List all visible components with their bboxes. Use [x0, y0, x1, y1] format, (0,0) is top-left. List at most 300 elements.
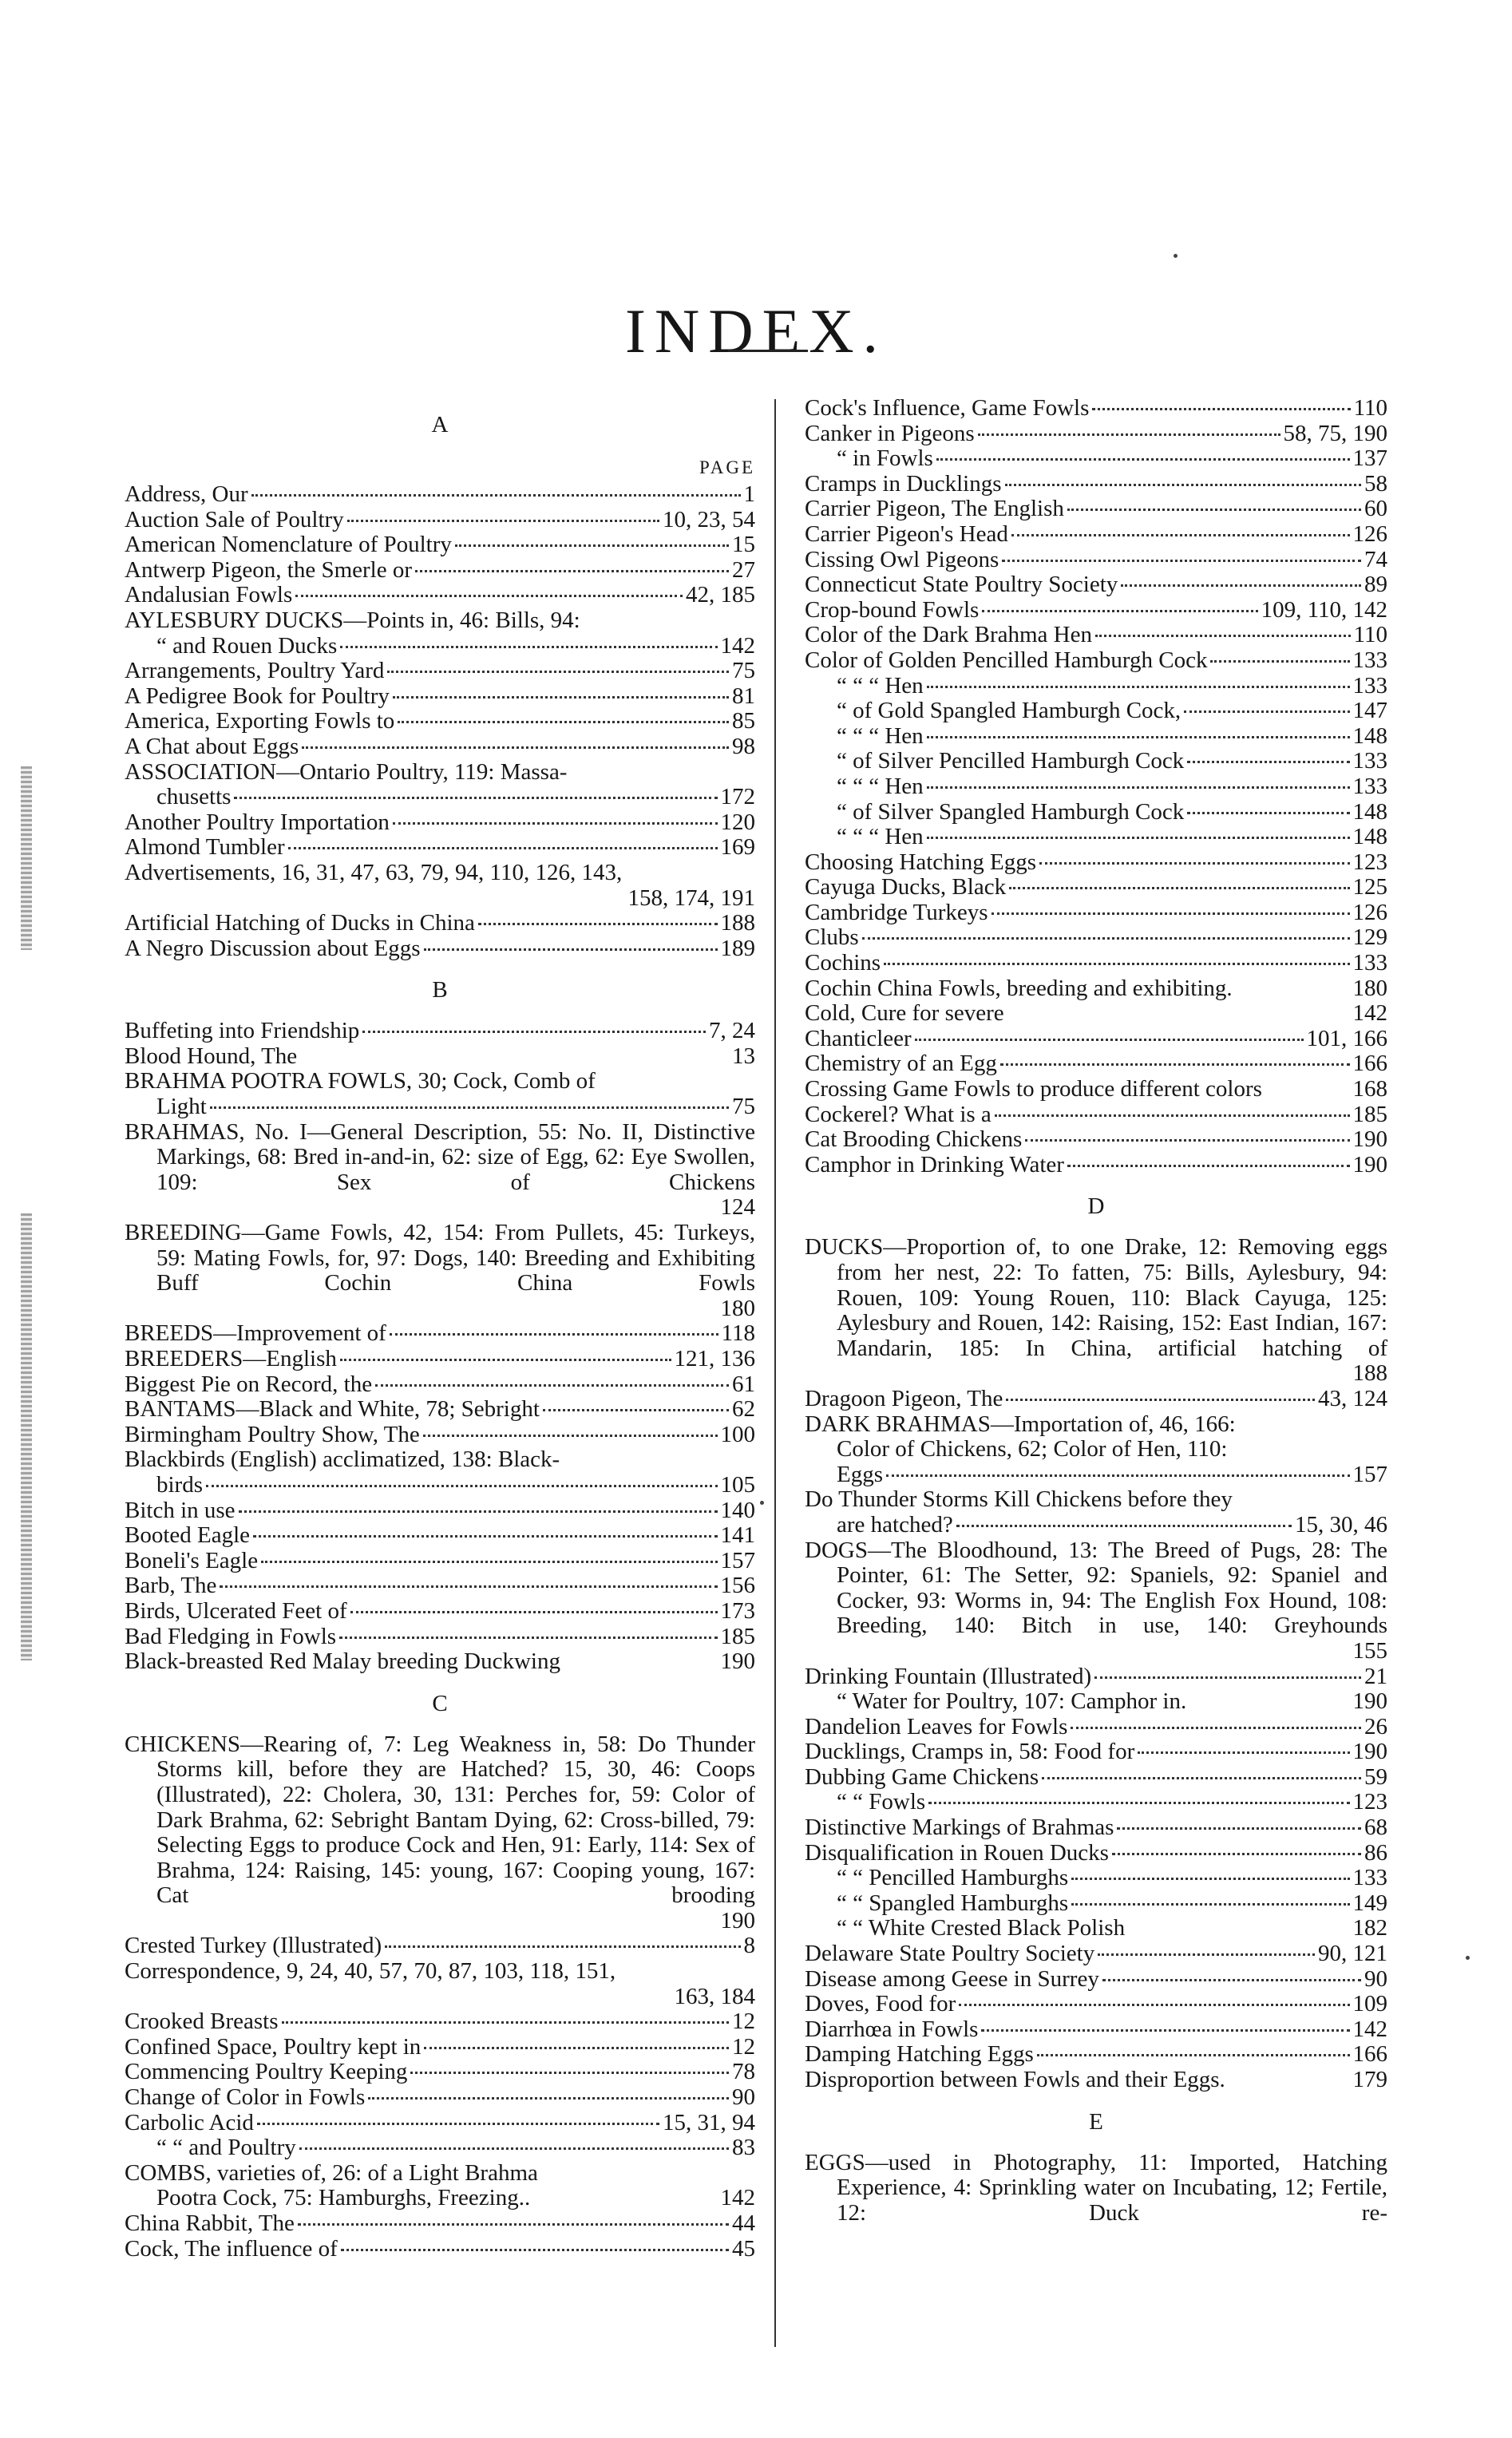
entry-text: Carrier Pigeon, The English	[805, 496, 1064, 522]
page-numbers: 81	[732, 683, 755, 709]
dot-leader	[915, 1037, 1304, 1041]
entry-text: Auction Sale of Poultry	[125, 506, 344, 532]
dot-leader	[978, 432, 1280, 436]
dot-leader	[927, 684, 1350, 688]
entry-line	[805, 1866, 1387, 1891]
entry-line	[805, 1462, 1387, 1488]
page-numbers: 166	[1352, 1051, 1387, 1077]
page-numbers: 142	[1352, 2016, 1387, 2042]
index-entry	[125, 1933, 755, 1959]
dot-leader	[886, 1473, 1350, 1477]
page-numbers: 179	[1352, 2067, 1387, 2092]
dot-leader	[347, 518, 659, 522]
entry-text: “ “ “ Hen	[837, 773, 924, 799]
index-entry	[125, 936, 755, 962]
entry-line	[805, 1361, 1387, 1387]
entry-text: “ of Silver Spangled Hamburgh Cock	[837, 798, 1185, 825]
page-numbers: 75	[732, 658, 755, 684]
section-letter: D	[1087, 1193, 1105, 1220]
entry-text: Birds, Ulcerated Feet of	[125, 1597, 347, 1624]
page-numbers: 148	[1352, 722, 1387, 749]
left-column	[125, 396, 755, 2262]
dot-leader	[1002, 558, 1361, 562]
entry-text: Color of Golden Pencilled Hamburgh Cock	[805, 647, 1208, 673]
dot-leader	[884, 961, 1349, 965]
entry-text: “ “ “ Hen	[837, 722, 924, 749]
dot-leader	[927, 734, 1350, 738]
page-numbers: 68	[1364, 1815, 1387, 1841]
entry-line	[805, 572, 1387, 598]
entry-text: BANTAMS—Black and White, 78; Sebright	[125, 1396, 540, 1423]
dot-leader	[239, 1509, 718, 1513]
page-numbers: 109	[1352, 1991, 1387, 2017]
page-numbers: 142	[1352, 1000, 1387, 1027]
page-numbers: 58, 75, 190	[1283, 420, 1387, 446]
entry-line	[805, 2017, 1387, 2043]
dot-leader	[424, 947, 718, 951]
entry-text: Dragoon Pigeon, The	[805, 1385, 1003, 1411]
dot-leader	[1071, 1876, 1349, 1880]
entry-text: Carrier Pigeon's Head	[805, 520, 1008, 547]
entry-line	[805, 598, 1387, 623]
dot-leader	[385, 1944, 740, 1948]
entry-text: “ “ and Poultry	[156, 2135, 296, 2161]
entry-text: ASSOCIATION—Ontario Poultry, 119: Massa-	[125, 758, 568, 785]
index-entry	[125, 1221, 755, 1321]
index-entry	[805, 1127, 1387, 1153]
entry-text: Cochin China Fowls, breeding and exhibiting.	[805, 975, 1233, 1001]
entry-text: Damping Hatching Eggs	[805, 2041, 1034, 2068]
dot-leader	[375, 1383, 729, 1387]
entry-line	[125, 1195, 755, 1221]
entry-text: American Nomenclature of Poultry	[125, 532, 452, 558]
entry-text: Antwerp Pigeon, the Smerle or	[125, 556, 413, 583]
entry-text: Disproportion between Fowls and their Eggs.	[805, 2067, 1225, 2092]
entry-text: Booted Eagle	[125, 1522, 251, 1549]
page-numbers: 105	[720, 1471, 755, 1498]
entry-line	[805, 1412, 1387, 1438]
entry-text: Distinctive Markings of Brahmas	[805, 1815, 1114, 1841]
page-numbers: 189	[720, 935, 755, 961]
entry-text: AYLESBURY DUCKS—Points in, 46: Bills, 94:	[125, 607, 580, 633]
entry-text: Boneli's Eagle	[125, 1547, 259, 1573]
entry-text: Birmingham Poultry Show, The	[125, 1421, 420, 1447]
entry-text: BRAHMAS, No. I—General Description, 55: No. II, Distinctive Markings, 68: Bred in-and-in, 62: size of Egg, 62: Eye Swollen, 109: Sex of Chickens	[125, 1118, 755, 1195]
index-entry	[805, 699, 1387, 724]
page-numbers: 133	[1352, 773, 1387, 799]
page-numbers: 15, 30, 46	[1295, 1511, 1387, 1538]
entry-line	[125, 659, 755, 684]
entry-line	[125, 2035, 755, 2060]
dot-leader	[1005, 482, 1362, 486]
entry-line	[805, 1027, 1387, 1052]
entry-text: Bitch in use	[125, 1497, 236, 1523]
dot-leader	[1098, 1952, 1315, 1956]
page-numbers: 78	[732, 2059, 755, 2085]
index-entry	[805, 1916, 1387, 1941]
index-entry	[125, 1498, 755, 1524]
page-numbers: 133	[1352, 647, 1387, 673]
entry-line	[805, 1841, 1387, 1866]
page-numbers: 13	[732, 1043, 755, 1069]
index-entry	[805, 925, 1387, 951]
entry-line	[805, 1941, 1387, 1967]
page-numbers: 172	[720, 784, 755, 810]
entry-line	[125, 2211, 755, 2237]
entry-text: A Negro Discussion about Eggs	[125, 935, 421, 961]
entry-text: Connecticut State Poultry Society	[805, 572, 1118, 598]
entry-line	[805, 1664, 1387, 1690]
entry-text: Buffeting into Friendship	[125, 1018, 360, 1044]
entry-line	[805, 1102, 1387, 1128]
index-entry	[125, 2009, 755, 2035]
entry-line	[805, 548, 1387, 573]
entry-text: “ Water for Poultry, 107: Camphor in.	[837, 1688, 1187, 1715]
entry-text: A Pedigree Book for Poultry	[125, 683, 390, 709]
dot-leader	[1187, 810, 1349, 814]
page-numbers: 1	[743, 481, 755, 507]
page-numbers: 15	[732, 532, 755, 558]
entry-text: “ in Fowls	[837, 445, 933, 472]
index-entry	[805, 800, 1387, 825]
dot-leader	[543, 1407, 729, 1411]
dot-leader	[210, 1105, 729, 1109]
dot-leader	[390, 1332, 718, 1336]
page-numbers: 98	[732, 733, 755, 759]
dot-leader	[393, 821, 718, 825]
entry-text: Do Thunder Storms Kill Chickens before they	[805, 1486, 1233, 1513]
page-numbers: 85	[732, 708, 755, 734]
page-numbers: 26	[1364, 1713, 1387, 1739]
entry-line	[805, 1916, 1387, 1941]
page-numbers: 190	[720, 1907, 755, 1933]
index-entry	[125, 2161, 755, 2211]
entry-line	[805, 850, 1387, 876]
dot-leader	[251, 493, 741, 497]
entry-text: Carbolic Acid	[125, 2109, 254, 2135]
entry-text: Andalusian Fowls	[125, 582, 293, 608]
entry-line	[125, 1599, 755, 1625]
index-entry	[125, 684, 755, 710]
entry-line	[805, 724, 1387, 750]
entry-line	[125, 936, 755, 962]
entry-line	[805, 1790, 1387, 1815]
page-numbers: 42, 185	[686, 582, 755, 608]
entry-line	[805, 1051, 1387, 1077]
index-entry	[805, 1967, 1387, 1993]
entry-text: “ “ Fowls	[837, 1789, 926, 1815]
page-numbers: 15, 31, 94	[663, 2109, 755, 2135]
dot-leader	[1112, 1851, 1361, 1855]
title-rule	[728, 350, 808, 352]
entry-line	[125, 2111, 755, 2136]
page-numbers: 133	[1352, 672, 1387, 699]
entry-line	[125, 2186, 755, 2211]
entry-text: Camphor in Drinking Water	[805, 1151, 1064, 1177]
dot-leader	[1006, 1397, 1315, 1401]
index-entry	[805, 825, 1387, 850]
dot-leader	[1095, 633, 1351, 637]
index-entry	[805, 1487, 1387, 1538]
scan-edge-mark	[21, 1213, 32, 1660]
entry-text: Canker in Pigeons	[805, 420, 975, 446]
entry-text: Biggest Pie on Record, the	[125, 1371, 373, 1397]
entry-text: Correspondence, 9, 24, 40, 57, 70, 87, 103, 118, 151,	[125, 1958, 616, 1985]
dot-leader	[1037, 2052, 1350, 2056]
entry-text: Crop-bound Fowls	[805, 596, 980, 623]
entry-line	[805, 925, 1387, 951]
index-entry	[125, 1044, 755, 1070]
page-numbers: 89	[1364, 572, 1387, 598]
dot-leader	[1009, 885, 1349, 889]
entry-line	[805, 1891, 1387, 1917]
dot-leader	[936, 457, 1350, 461]
dot-leader	[424, 2045, 729, 2049]
index-entry	[125, 1347, 755, 1372]
entry-line	[805, 1437, 1387, 1462]
page-numbers: 185	[720, 1623, 755, 1649]
entry-line	[125, 482, 755, 508]
entry-line	[125, 1549, 755, 1574]
entry-text: China Rabbit, The	[125, 2210, 295, 2236]
dot-leader	[1121, 583, 1361, 587]
index-entry	[805, 2017, 1387, 2043]
entry-line	[125, 1296, 755, 1322]
page-numbers: 188	[1352, 1360, 1387, 1387]
dot-leader	[362, 1029, 706, 1033]
index-entry	[805, 2042, 1387, 2068]
entry-text: Doves, Food for	[805, 1991, 956, 2017]
index-entry	[125, 2135, 755, 2161]
entry-line	[805, 396, 1387, 422]
index-entry	[805, 875, 1387, 900]
entry-text: BREEDS—Improvement of	[125, 1320, 386, 1347]
page-numbers: 182	[1352, 1915, 1387, 1941]
entry-text: Commencing Poultry Keeping	[125, 2059, 408, 2085]
page-numbers: 163, 184	[674, 1983, 755, 2009]
speck	[1466, 1956, 1470, 1960]
index-entry	[805, 2151, 1387, 2226]
page-numbers: 133	[1352, 1865, 1387, 1891]
index-entry	[125, 1019, 755, 1044]
dot-leader	[298, 2222, 729, 2226]
entry-line	[805, 1992, 1387, 2017]
dot-leader	[927, 835, 1350, 839]
entry-text: Almond Tumbler	[125, 834, 285, 861]
entry-text: Drinking Fountain (Illustrated)	[805, 1663, 1092, 1689]
page-numbers: 90	[732, 2084, 755, 2111]
entry-text: CHICKENS—Rearing of, 7: Leg Weakness in, 58: Do Thunder Storms kill, before they are Hatched? 15, 30, 46: Coops (Illustrated), 22: Cholera, 30, 131: Perches for, 59: Color of Dark Brahma, 62: Sebright Bantam Dying, 62: Cross-billed, 79: Selecting Eggs to produce Cock and Hen, 91: Early, 114: Sex of Brahma, 124: Raising, 145: young, 167: Cooping young, 167: Cat brooding	[125, 1731, 755, 1909]
index-entry	[125, 734, 755, 760]
index-entry	[805, 850, 1387, 876]
speck	[760, 1501, 764, 1505]
page-numbers: 45	[732, 2235, 755, 2262]
section-letter: C	[432, 1690, 448, 1716]
page-numbers: 86	[1364, 1839, 1387, 1866]
page-numbers: 148	[1352, 798, 1387, 825]
index-entry	[805, 1866, 1387, 1891]
page-numbers: 110	[1353, 622, 1387, 648]
entry-text: “ “ White Crested Black Polish	[837, 1915, 1126, 1941]
dot-leader	[1102, 1977, 1361, 1981]
entry-text: chusetts	[156, 784, 232, 810]
entry-text: are hatched?	[837, 1511, 953, 1538]
entry-line	[125, 1347, 755, 1372]
entry-line	[125, 1933, 755, 1959]
dot-leader	[340, 1357, 671, 1361]
index-entry	[805, 1027, 1387, 1052]
entry-text: A Chat about Eggs	[125, 733, 299, 759]
index-entry	[805, 548, 1387, 573]
entry-text: BREEDERS—English	[125, 1346, 337, 1371]
index-entry	[805, 1387, 1387, 1412]
entry-text: Cat Brooding Chickens	[805, 1126, 1023, 1153]
dot-leader	[455, 543, 729, 547]
index-entry	[125, 1573, 755, 1599]
entry-line	[805, 648, 1387, 674]
dot-leader	[1011, 532, 1350, 536]
page-numbers: 10, 23, 54	[663, 506, 755, 532]
entry-line	[805, 1127, 1387, 1153]
entry-line	[805, 1001, 1387, 1027]
entry-text: Crooked Breasts	[125, 2009, 279, 2035]
entry-line	[125, 1498, 755, 1524]
entry-line	[805, 1077, 1387, 1102]
index-entry	[125, 861, 755, 911]
entry-line	[805, 699, 1387, 724]
entry-text: Chanticleer	[805, 1025, 912, 1051]
page-numbers: 123	[1352, 849, 1387, 875]
dot-leader	[299, 2146, 729, 2150]
dot-leader	[1187, 759, 1349, 763]
index-entry	[805, 572, 1387, 598]
page-numbers: 118	[721, 1320, 755, 1347]
entry-line	[125, 835, 755, 861]
dot-leader	[981, 2028, 1349, 2032]
page-numbers: 166	[1352, 2041, 1387, 2068]
entry-text: “ “ Pencilled Hamburghs	[837, 1865, 1069, 1891]
entry-line	[125, 508, 755, 533]
dot-leader	[478, 921, 718, 925]
dot-leader	[1071, 1725, 1361, 1729]
index-entry	[125, 608, 755, 659]
index-entry	[125, 1397, 755, 1423]
index-entry	[805, 1001, 1387, 1027]
entry-text: Artificial Hatching of Ducks in China	[125, 910, 475, 936]
entry-text: BRAHMA POOTRA FOWLS, 30; Cock, Comb of	[125, 1068, 596, 1094]
page-numbers: 140	[720, 1497, 755, 1523]
entry-text: Bad Fledging in Fowls	[125, 1623, 337, 1649]
entry-text: Ducklings, Cramps in, 58: Food for	[805, 1739, 1135, 1765]
entry-line	[805, 800, 1387, 825]
page-numbers: 133	[1352, 748, 1387, 774]
entry-text: Cissing Owl Pigeons	[805, 546, 999, 572]
index-entry	[805, 472, 1387, 497]
index-entry	[805, 522, 1387, 548]
entry-line	[805, 623, 1387, 648]
page-numbers: 109, 110, 142	[1261, 596, 1387, 623]
entry-line	[125, 1523, 755, 1549]
entry-line	[805, 1153, 1387, 1178]
index-entry	[125, 1069, 755, 1119]
dot-leader	[1210, 659, 1349, 663]
entry-line	[805, 900, 1387, 926]
entry-text: Color of Chickens, 62; Color of Hen, 110:	[837, 1436, 1228, 1462]
entry-line	[125, 2237, 755, 2262]
index-entry	[805, 446, 1387, 472]
index-entry	[125, 1447, 755, 1498]
entry-line	[805, 1513, 1387, 1538]
entry-line	[125, 1423, 755, 1448]
page-numbers: 27	[732, 556, 755, 583]
entry-line	[125, 1397, 755, 1423]
entry-line	[805, 1739, 1387, 1765]
entry-line	[125, 1069, 755, 1094]
right-column	[805, 396, 1387, 2226]
entry-line	[805, 674, 1387, 699]
page-numbers: 190	[720, 1648, 755, 1675]
entry-text: Black-breasted Red Malay breeding Duckwing	[125, 1648, 560, 1675]
entry-line	[125, 684, 755, 710]
dot-leader	[220, 1584, 717, 1588]
index-entry	[125, 1321, 755, 1347]
index-entry	[125, 760, 755, 810]
index-entry	[125, 1732, 755, 1934]
page-numbers: 90	[1364, 1965, 1387, 1992]
page-numbers: 129	[1352, 924, 1387, 951]
index-entry	[805, 749, 1387, 774]
dot-leader	[350, 1609, 718, 1613]
entry-text: Cold, Cure for severe	[805, 1000, 1004, 1027]
dot-leader	[282, 2020, 730, 2024]
dot-leader	[206, 1483, 718, 1487]
index-entry	[125, 532, 755, 558]
index-entry	[805, 1992, 1387, 2017]
entry-text: Diarrhœa in Fowls	[805, 2016, 979, 2042]
entry-line	[125, 1959, 755, 1985]
entry-line	[805, 749, 1387, 774]
index-entry	[805, 422, 1387, 447]
page-numbers: 180	[720, 1295, 755, 1321]
entry-text: Cock's Influence, Game Fowls	[805, 395, 1090, 421]
entry-text: “ “ Spangled Hamburghs	[837, 1890, 1069, 1916]
index-entry	[125, 1523, 755, 1549]
dot-leader	[1071, 1902, 1349, 1906]
section-letter: B	[432, 977, 448, 1003]
dot-leader	[295, 593, 683, 597]
dot-leader	[992, 911, 1350, 915]
index-entry	[805, 976, 1387, 1002]
page-numbers: 169	[720, 834, 755, 861]
index-entry	[805, 774, 1387, 800]
entry-text: Cayuga Ducks, Black	[805, 874, 1007, 900]
page-numbers: 121, 136	[674, 1346, 755, 1371]
entry-line	[805, 976, 1387, 1002]
entry-text: Eggs	[837, 1461, 883, 1487]
index-entry	[805, 1077, 1387, 1102]
page-numbers: 190	[1352, 1688, 1387, 1715]
page-numbers: 126	[1352, 899, 1387, 925]
page-numbers: 83	[732, 2135, 755, 2161]
index-entry	[805, 396, 1387, 422]
page-numbers: 133	[1352, 950, 1387, 976]
index-entry	[805, 1664, 1387, 1690]
entry-line	[125, 2009, 755, 2035]
index-entry	[125, 1599, 755, 1625]
page-numbers: 125	[1352, 874, 1387, 900]
index-entry	[125, 659, 755, 684]
index-entry	[125, 2085, 755, 2111]
